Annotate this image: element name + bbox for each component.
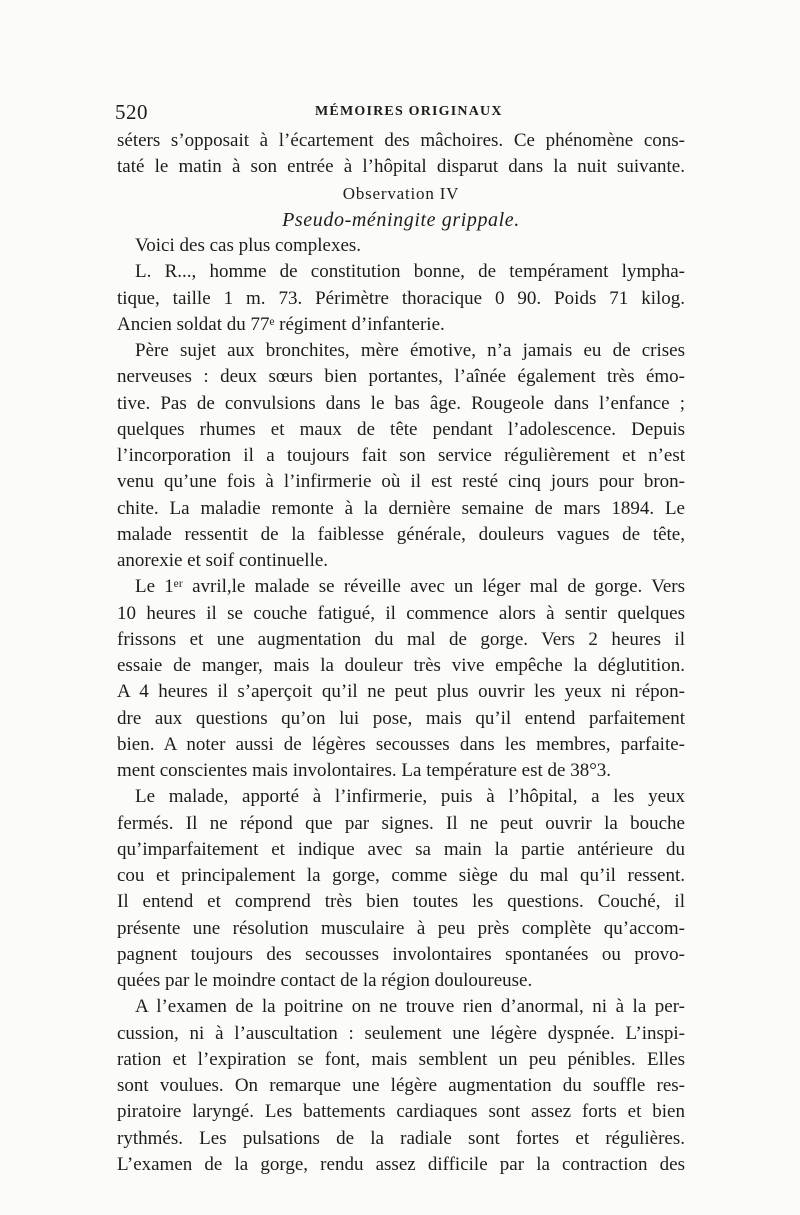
text-line: cou et principalement la gorge, comme siège du mal qu’il ressent. xyxy=(117,865,685,886)
text-line: L. R..., homme de constitution bonne, de tempérament lympha- xyxy=(135,261,685,283)
text-line: Ancien soldat du 77ᵉ régiment d’infanterie. xyxy=(117,313,445,335)
text-line: Le malade, apporté à l’infirmerie, puis à l’hôpital, a les yeux xyxy=(135,786,685,808)
text-line: séters s’opposait à l’écartement des mâchoires. Ce phénomène cons- xyxy=(117,130,685,151)
text-line: tive. Pas de convulsions dans le bas âge. Rougeole dans l’enfance ; xyxy=(117,392,685,414)
text-line: Voici des cas plus complexes. xyxy=(135,235,362,256)
text-line: A 4 heures il s’aperçoit qu’il ne peut plus ouvrir les yeux ni répon- xyxy=(117,681,685,703)
text-line: fermés. Il ne répond que par signes. Il ne peut ouvrir la bouche xyxy=(117,812,685,834)
text-line: qu’imparfaitement et indique avec sa main la partie antérieure du xyxy=(117,838,685,860)
text-line: chite. La maladie remonte à la dernière semaine de mars 1894. Le xyxy=(117,497,685,519)
text-line: ment conscientes mais involontaires. La température est de 38°3. xyxy=(117,760,612,781)
text-line: présente une résolution musculaire à peu près complète qu’accom- xyxy=(117,917,685,939)
text-line: malade ressentit de la faiblesse générale, douleurs vagues de tête, xyxy=(117,523,685,545)
text-line: taté le matin à son entrée à l’hôpital disparut dans la nuit suivante. xyxy=(117,156,685,178)
observation-title: Observation IV xyxy=(342,183,460,203)
text-line: Le 1ᵉʳ avril,le malade se réveille avec un léger mal de gorge. Vers xyxy=(135,576,685,598)
text-line: dre aux questions qu’on lui pose, mais qu’il entend parfaitement xyxy=(117,707,685,729)
text-line: tique, taille 1 m. 73. Périmètre thoracique 0 90. Poids 71 kilog. xyxy=(117,287,685,309)
text-line: piratoire laryngé. Les battements cardiaques sont assez forts et bien xyxy=(117,1101,685,1123)
text-line: sont voulues. On remarque une légère augmentation du souffle res- xyxy=(117,1075,685,1096)
page-number: 520 xyxy=(115,100,148,124)
running-title: MÉMOIRES ORIGINAUX xyxy=(315,104,503,119)
text-line: ration et l’expiration se font, mais semblent un peu pénibles. Elles xyxy=(117,1048,685,1070)
text-line: 10 heures il se couche fatigué, il commence alors à sentir quelques xyxy=(117,602,685,624)
text-line: frissons et une augmentation du mal de gorge. Vers 2 heures il xyxy=(117,628,685,650)
text-line: Père sujet aux bronchites, mère émotive, n’a jamais eu de crises xyxy=(135,340,685,361)
text-line: rythmés. Les pulsations de la radiale sont fortes et régulières. xyxy=(117,1127,685,1149)
text-line: bien. A noter aussi de légères secousses dans les membres, parfaite- xyxy=(117,733,685,755)
text-line: quées par le moindre contact de la région douloureuse. xyxy=(117,970,533,991)
text-line: l’incorporation il a toujours fait son service régulièrement et n’est xyxy=(117,445,685,466)
observation-subtitle: Pseudo-méningite grippale. xyxy=(282,208,520,231)
text-line: cussion, ni à l’auscultation : seulement une légère dyspnée. L’inspi- xyxy=(117,1022,685,1044)
text-line: L’examen de la gorge, rendu assez difficile par la contraction des xyxy=(117,1153,685,1175)
text-line: A l’examen de la poitrine on ne trouve rien d’anormal, ni à la per- xyxy=(135,996,685,1018)
text-line: Il entend et comprend très bien toutes les questions. Couché, il xyxy=(117,891,685,913)
text-line: anorexie et soif continuelle. xyxy=(117,550,329,571)
text-line: essaie de manger, mais la douleur très vive empêche la déglutition. xyxy=(117,655,685,676)
page-header xyxy=(115,100,685,126)
text-line: quelques rhumes et maux de tête pendant l’adolescence. Depuis xyxy=(117,418,685,440)
text-line: venu qu’une fois à l’infirmerie où il est resté cinq jours pour bron- xyxy=(117,471,685,493)
text-line: pagnent toujours des secousses involontaires spontanées ou provo- xyxy=(117,943,685,965)
body-text xyxy=(117,128,685,1178)
text-line: nerveuses : deux sœurs bien portantes, l’aînée également très émo- xyxy=(117,366,685,388)
